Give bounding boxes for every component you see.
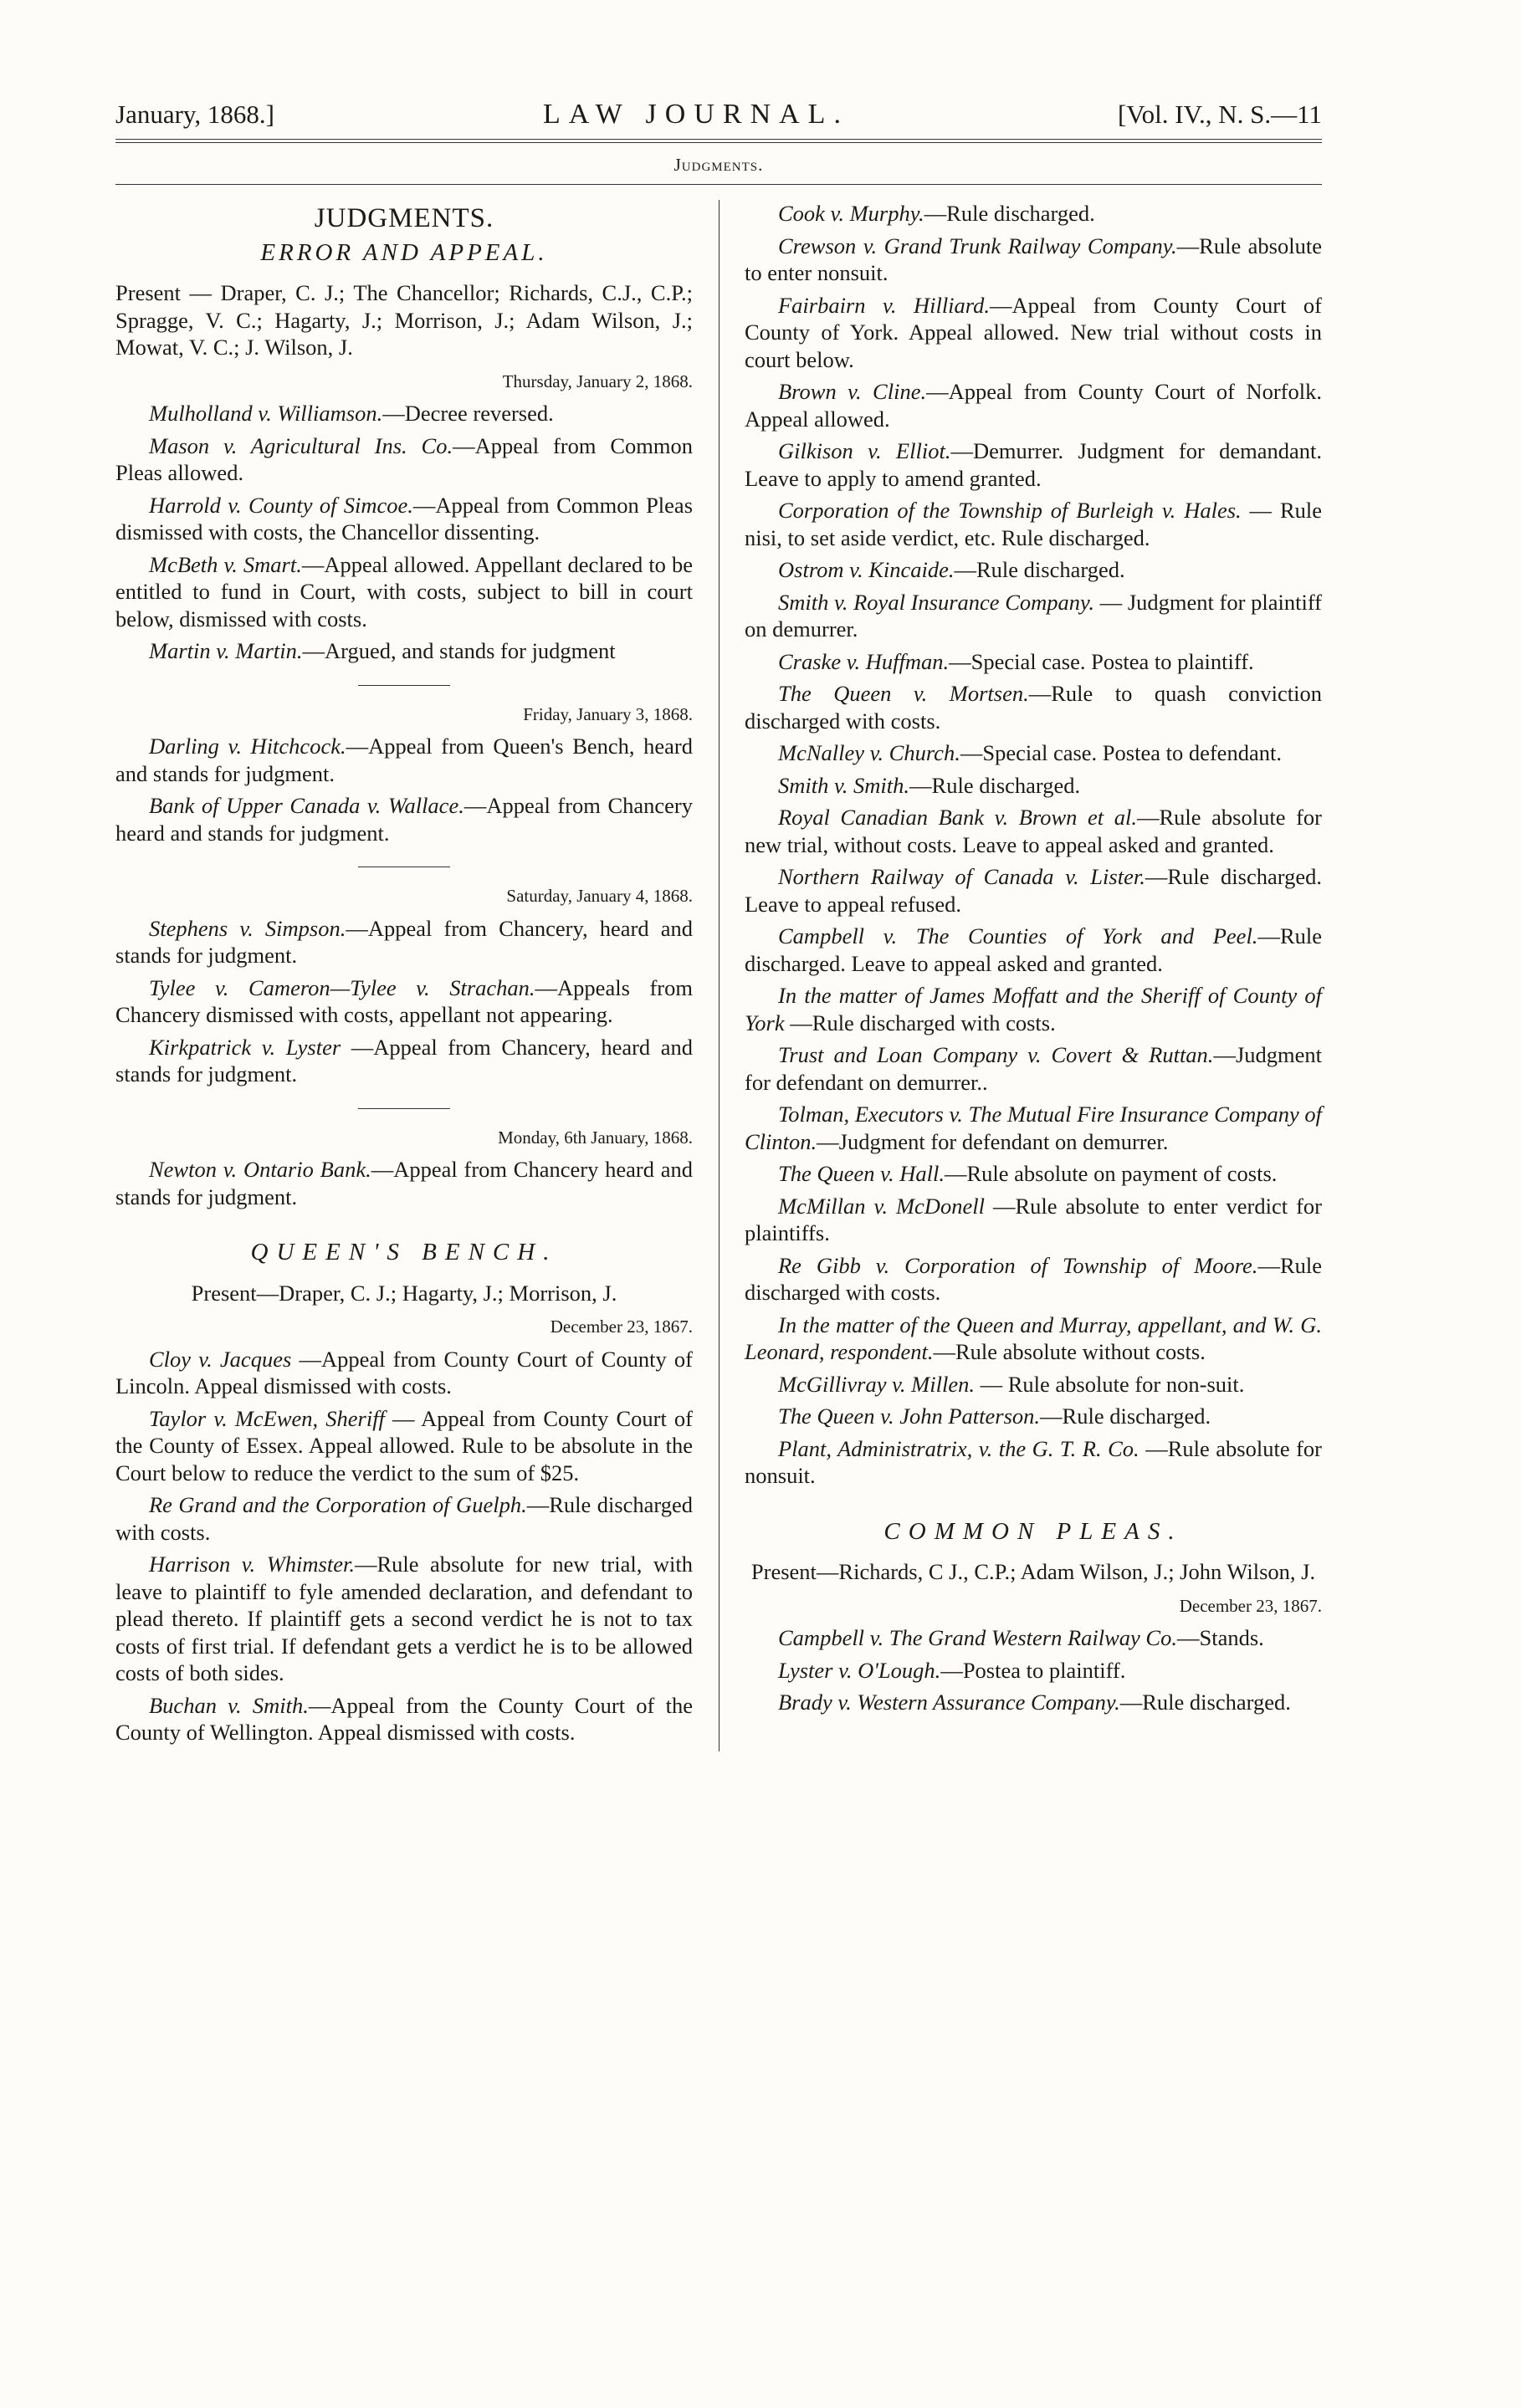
header-rule: [115, 139, 1322, 143]
header-volume: [Vol. IV., N. S.—11: [1117, 100, 1322, 129]
judgment-entry: [745, 378, 1322, 432]
case-ruling: —Rule discharged with costs.: [784, 1010, 1056, 1035]
judgment-entry: [745, 648, 1322, 676]
judgment-entry: [745, 292, 1322, 374]
case-name: In the matter of James Moffatt and the Sheriff of County of York: [745, 983, 1322, 1035]
case-ruling: —Rule discharged. Leave to appeal asked and granted.: [745, 923, 1322, 976]
error-appeal-heading: ERROR AND APPEAL.: [260, 238, 548, 266]
judgment-entry: [745, 1101, 1322, 1155]
judgment-entry: [745, 1657, 1322, 1685]
case-ruling: — Appeal from County Court of the County of Essex. Appeal allowed. Rule to be absolute in the Court below to reduce the verdict to the sum of $25.: [115, 1405, 693, 1485]
judgment-entry: [745, 437, 1322, 492]
columns: [115, 197, 1322, 1751]
day-separator: [358, 1108, 450, 1109]
case-name: Darling v. Hitchcock.: [149, 734, 346, 759]
case-ruling: —Appeal from Common Pleas dismissed with costs, the Chancellor dissenting.: [115, 492, 694, 544]
judgment-entry: [115, 1692, 693, 1746]
judgment-entry: [745, 1252, 1322, 1306]
case-ruling: —Rule discharged.: [924, 201, 1095, 226]
case-ruling: —Special case. Postea to defendant.: [960, 740, 1282, 765]
case-ruling: —Judgment for defendant on demurrer.: [817, 1128, 1169, 1154]
judgment-entry: [745, 804, 1322, 858]
case-ruling: —Argued, and stands for judgment: [302, 638, 616, 663]
case-name: Smith v. Royal Insurance Company.: [778, 589, 1094, 615]
case-ruling: —Rule discharged.: [909, 772, 1081, 798]
judgment-entry: [745, 233, 1322, 287]
case-ruling: —Appeal from Chancery, heard and stands for judgment.: [115, 1034, 693, 1086]
case-name: Harrold v. County of Simcoe.: [149, 492, 413, 518]
case-ruling: —Rule absolute for new trial, without costs. Leave to appeal asked and granted.: [745, 805, 1322, 857]
case-name: Bank of Upper Canada v. Wallace.: [149, 793, 464, 818]
common-pleas-date: December 23, 1867.: [1179, 1595, 1322, 1616]
column-divider: [719, 200, 720, 1751]
case-ruling: —Appeal from the County Court of the County of Wellington. Appeal dismissed with costs.: [115, 1692, 693, 1745]
journal-title: LAW JOURNAL.: [542, 99, 849, 130]
case-ruling: —Rule absolute without costs.: [933, 1339, 1206, 1364]
sitting-date: Saturday, January 4, 1868.: [506, 886, 693, 906]
case-name: Taylor v. McEwen, Sheriff: [149, 1405, 385, 1431]
sitting-date: Thursday, January 2, 1868.: [502, 371, 693, 391]
case-ruling: —Rule absolute for new trial, with leave to plaintiff to fyle amended declaration, and defendant to plead thereto. If plaintiff gets a second verdict he is not to tax costs of first trial. If defendant gets a verdict he is to be allowed costs of both sides.: [115, 1552, 694, 1685]
judgment-entry: [115, 1491, 693, 1546]
judgment-entry: [115, 400, 693, 427]
judgment-entry: [745, 982, 1322, 1036]
case-ruling: —Appeal from County Court of Norfolk. Appeal allowed.: [745, 379, 1322, 432]
case-ruling: —Rule absolute to enter nonsuit.: [745, 233, 1322, 285]
case-name: The Queen v. John Patterson.: [778, 1403, 1041, 1429]
judgment-entry: [115, 1346, 693, 1400]
case-name: Harrison v. Whimster.: [149, 1552, 355, 1577]
judgment-entry: [115, 1551, 693, 1687]
day-separator: [358, 685, 450, 686]
judgment-entry: [745, 1371, 1322, 1398]
common-pleas-entries: [745, 1624, 1322, 1716]
case-ruling: —Rule absolute to enter verdict for plaintiffs.: [745, 1193, 1322, 1245]
running-head: [115, 99, 1322, 130]
common-pleas-present: Present—Richards, C J., C.P.; Adam Wilson, J.; John Wilson, J.: [750, 1559, 1316, 1584]
journal-page: [115, 99, 1322, 1751]
case-ruling: —Appeal from Chancery, heard and stands for judgment.: [115, 915, 693, 968]
case-ruling: —Demurrer. Judgment for demandant. Leave to apply to amend granted.: [745, 438, 1323, 491]
judgment-entry: [745, 589, 1322, 643]
case-name: Tolman, Executors v. The Mutual Fire Insurance Company of Clinton.: [745, 1102, 1322, 1154]
right-column: [745, 197, 1322, 1751]
judgment-entry: [745, 923, 1322, 977]
judgment-entry: [115, 792, 693, 846]
judgment-entry: [115, 551, 693, 633]
case-ruling: — Rule absolute for non-suit.: [974, 1371, 1245, 1397]
sitting-date: Friday, January 3, 1868.: [523, 703, 693, 724]
case-name: Buchan v. Smith.: [149, 1692, 309, 1718]
judgment-entry: [745, 863, 1322, 918]
case-ruling: —Decree reversed.: [382, 401, 554, 426]
error-appeal-days: [115, 368, 693, 1211]
case-name: Stephens v. Simpson.: [149, 915, 346, 941]
section-heading: Judgments.: [673, 155, 764, 175]
case-ruling: —Rule discharged. Leave to appeal refused.: [745, 864, 1322, 917]
case-name: Corporation of the Township of Burleigh v. Hales.: [778, 498, 1242, 523]
judgment-entry: [745, 1193, 1322, 1247]
case-ruling: —Special case. Postea to plaintiff.: [949, 648, 1254, 674]
case-name: Northern Railway of Canada v. Lister.: [778, 864, 1145, 889]
case-ruling: —Rule discharged.: [1119, 1690, 1291, 1715]
case-ruling: —Rule discharged with costs.: [115, 1492, 693, 1545]
judgment-entry: [115, 1405, 693, 1487]
judgment-entry: [745, 772, 1322, 800]
judgment-entry: [115, 1156, 693, 1210]
case-ruling: — Judgment for plaintiff on demurrer.: [745, 589, 1322, 642]
judgment-entry: [745, 1160, 1322, 1188]
case-name: Re Gibb v. Corporation of Township of Moore.: [778, 1252, 1258, 1278]
case-ruling: —Rule absolute on payment of costs.: [944, 1161, 1278, 1186]
case-ruling: —Rule to quash conviction discharged with costs.: [745, 681, 1322, 734]
case-name: Martin v. Martin.: [149, 638, 303, 663]
left-column: [115, 197, 693, 1751]
judgment-entry: [745, 1041, 1322, 1096]
queens-bench-present: Present—Draper, C. J.; Hagarty, J.; Morrison, J.: [191, 1280, 617, 1306]
judgment-entry: [115, 492, 693, 546]
common-pleas-heading: COMMON PLEAS.: [883, 1517, 1183, 1545]
judgment-entry: [745, 1435, 1322, 1490]
case-ruling: —Appeal allowed. Appellant declared to be entitled to fund in Court, with costs, subject to bill in court below, dismissed with costs.: [115, 551, 693, 631]
case-name: Tylee v. Cameron—Tylee v. Strachan.: [149, 974, 535, 1000]
case-name: The Queen v. Mortsen.: [778, 681, 1029, 706]
judgment-entry: [115, 1034, 693, 1088]
case-name: Campbell v. The Counties of York and Peel.: [778, 923, 1258, 948]
case-name: Newton v. Ontario Bank.: [149, 1157, 371, 1182]
case-name: Ostrom v. Kincaide.: [778, 557, 955, 582]
case-name: Craske v. Huffman.: [778, 648, 950, 674]
case-ruling: —Appeal from Queen's Bench, heard and stands for judgment.: [115, 734, 693, 786]
case-name: McGillivray v. Millen.: [778, 1371, 975, 1397]
case-ruling: —Appeal from Chancery heard and stands for judgment.: [115, 1157, 693, 1209]
case-ruling: —Judgment for defendant on demurrer..: [745, 1042, 1322, 1095]
case-name: In the matter of the Queen and Murray, appellant, and W. G. Leonard, respondent.: [745, 1311, 1322, 1364]
case-ruling: —Appeal from County Court of County of York. Appeal allowed. New trial without costs in court below.: [745, 292, 1323, 372]
judgment-entry: [745, 680, 1322, 734]
case-name: Brown v. Cline.: [778, 379, 927, 404]
case-name: Royal Canadian Bank v. Brown et al.: [778, 805, 1137, 830]
case-name: Crewson v. Grand Trunk Railway Company.: [778, 233, 1177, 258]
judgment-entry: [745, 1624, 1322, 1652]
case-ruling: —Stands.: [1176, 1625, 1264, 1650]
case-ruling: —Postea to plaintiff.: [940, 1657, 1126, 1683]
judgment-entry: [115, 915, 693, 969]
case-name: Plant, Administratrix, v. the G. T. R. Co.: [778, 1435, 1139, 1461]
judgment-entry: [745, 739, 1322, 767]
judgment-entry: [115, 974, 693, 1029]
case-ruling: —Rule discharged.: [1040, 1403, 1211, 1429]
case-name: Lyster v. O'Lough.: [778, 1657, 941, 1683]
case-name: McMillan v. McDonell: [778, 1193, 985, 1219]
case-ruling: —Appeals from Chancery dismissed with costs, appellant not appearing.: [115, 974, 693, 1027]
case-name: Gilkison v. Elliot.: [778, 438, 951, 463]
judgment-entry: [745, 497, 1322, 551]
case-ruling: —Rule discharged.: [954, 557, 1125, 582]
queens-bench-date: December 23, 1867.: [550, 1316, 693, 1337]
judgment-entry: [115, 733, 693, 787]
case-name: Fairbairn v. Hilliard.: [778, 292, 990, 318]
case-ruling: —Appeal from Chancery heard and stands for judgment.: [115, 793, 693, 846]
case-ruling: — Rule nisi, to set aside verdict, etc. Rule discharged.: [745, 498, 1322, 550]
error-appeal-present: Present — Draper, C. J.; The Chancellor; Richards, C.J., C.P.; Spragge, V. C.; Hagarty, J.; Morrison, J.; Adam Wilson, J.; Mowat, V. C.; J. Wilson, J.: [115, 280, 693, 360]
case-name: Brady v. Western Assurance Company.: [778, 1690, 1120, 1715]
case-ruling: —Rule discharged with costs.: [745, 1252, 1322, 1305]
case-name: Cook v. Murphy.: [778, 201, 924, 226]
right-entries: [745, 200, 1322, 1490]
case-name: The Queen v. Hall.: [778, 1161, 945, 1186]
header-date: January, 1868.]: [115, 100, 274, 129]
case-ruling: —Appeal from Common Pleas allowed.: [115, 432, 693, 485]
case-ruling: —Appeal from County Court of County of Lincoln. Appeal dismissed with costs.: [115, 1346, 693, 1398]
judgment-entry: [115, 637, 693, 665]
case-name: Mason v. Agricultural Ins. Co.: [149, 432, 453, 458]
case-name: Smith v. Smith.: [778, 772, 910, 798]
case-ruling: —Rule absolute for nonsuit.: [745, 1435, 1322, 1488]
queens-bench-heading: QUEEN'S BENCH.: [250, 1239, 558, 1265]
case-name: Mulholland v. Williamson.: [149, 401, 383, 426]
judgment-entry: [745, 200, 1322, 228]
case-name: Campbell v. The Grand Western Railway Co.: [778, 1625, 1177, 1650]
judgment-entry: [745, 1311, 1322, 1366]
case-name: McNalley v. Church.: [778, 740, 960, 765]
case-name: McBeth v. Smart.: [149, 551, 302, 577]
case-name: Kirkpatrick v. Lyster: [149, 1034, 341, 1060]
judgment-entry: [745, 556, 1322, 584]
case-name: Re Grand and the Corporation of Guelph.: [149, 1492, 527, 1517]
section-rule: [115, 184, 1322, 185]
judgment-entry: [115, 432, 693, 487]
queens-bench-entries: [115, 1346, 693, 1746]
case-name: Cloy v. Jacques: [149, 1346, 292, 1372]
sitting-date: Monday, 6th January, 1868.: [498, 1127, 693, 1148]
judgment-entry: [745, 1403, 1322, 1430]
page-title: JUDGMENTS.: [314, 203, 494, 233]
judgment-entry: [745, 1689, 1322, 1716]
case-name: Trust and Loan Company v. Covert & Ruttan.: [778, 1042, 1214, 1067]
